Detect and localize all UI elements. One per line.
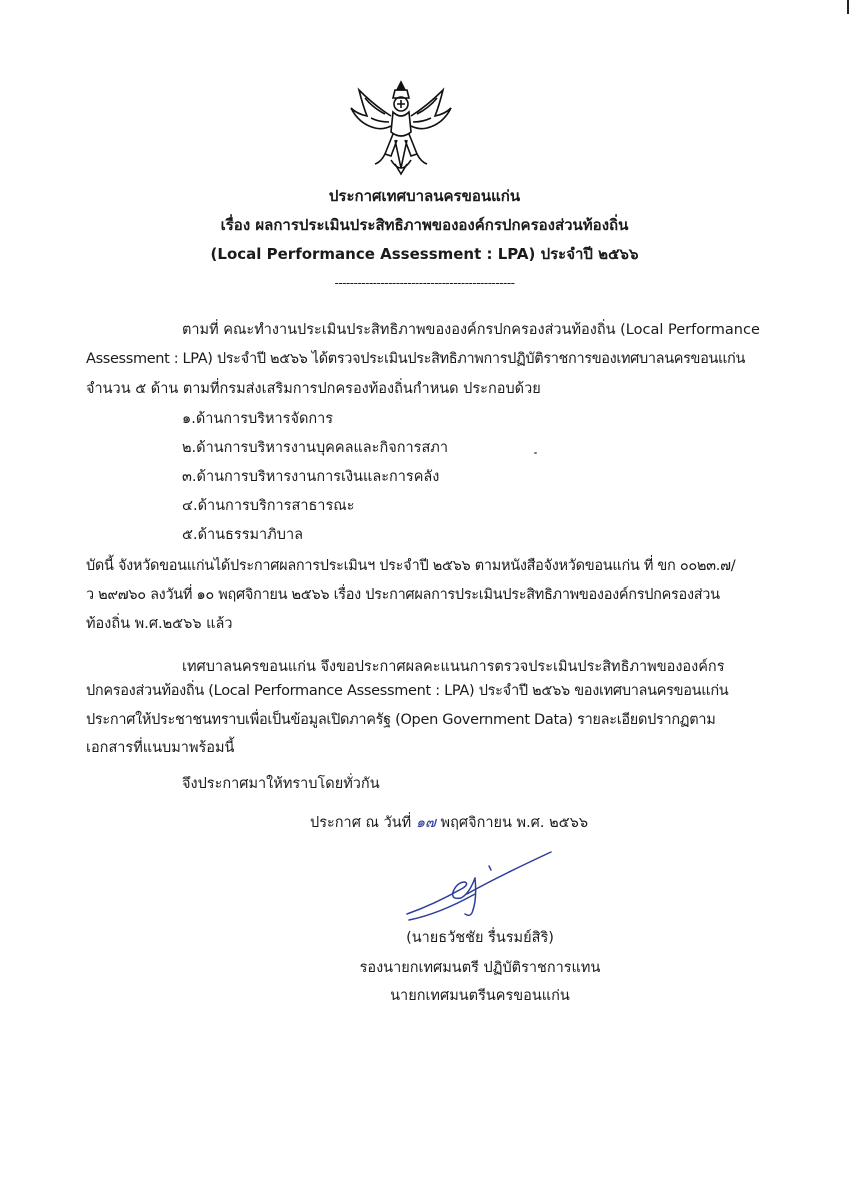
paragraph-3-line-4: เอกสารที่แนบมาพร้อมนี้ [86, 740, 235, 756]
paragraph-1-line-1: ตามที่ คณะทำงานประเมินประสิทธิภาพขององค์กรปกครองส่วนท้องถิ่น (Local Performance [182, 322, 760, 338]
header-divider: ----------------------------------------------- [334, 276, 515, 290]
closing-statement: จึงประกาศมาให้ทราบโดยทั่วกัน [182, 776, 380, 792]
paragraph-3-line-3: ประกาศให้ประชาชนทราบเพื่อเป็นข้อมูลเปิดภาครัฐ (Open Government Data) รายละเอียดปรากฏตาม [86, 712, 716, 728]
subject-line: เรื่อง ผลการประเมินประสิทธิภาพขององค์กรปกครองส่วนท้องถิ่น [220, 216, 629, 234]
signatory-title: รองนายกเทศมนตรี ปฏิบัติราชการแทน [359, 960, 601, 976]
announcement-title: ประกาศเทศบาลนครขอนแก่น [328, 187, 521, 205]
paragraph-3-line-1: เทศบาลนครขอนแก่น จึงขอประกาศผลคะแนนการตรวจประเมินประสิทธิภาพขององค์กร [182, 659, 725, 675]
scan-speck [534, 452, 537, 454]
subject-subtitle: (Local Performance Assessment : LPA) ประจำปี ๒๕๖๖ [210, 245, 639, 263]
list-item: ๔.ด้านการบริการสาธารณะ [182, 498, 355, 514]
paragraph-2-line-2: ว ๒๙๗๖๐ ลงวันที่ ๑๐ พฤศจิกายน ๒๕๖๖ เรื่อง ประกาศผลการประเมินประสิทธิภาพขององค์กรปกครองส่วน [86, 587, 720, 603]
list-item: ๑.ด้านการบริหารจัดการ [182, 411, 334, 427]
paragraph-3-line-2: ปกครองส่วนท้องถิ่น (Local Performance Assessment : LPA) ประจำปี ๒๕๖๖ ของเทศบาลนครขอนแก่น [86, 683, 729, 699]
paragraph-1-line-2: Assessment : LPA) ประจำปี ๒๕๖๖ ได้ตรวจประเมินประสิทธิภาพการปฏิบัติราชการของเทศบาลนครขอนแก่น [86, 351, 746, 367]
list-item: ๒.ด้านการบริหารงานบุคคลและกิจการสภา [182, 440, 449, 456]
signatory-position: นายกเทศมนตรีนครขอนแก่น [390, 988, 570, 1004]
date-line [310, 813, 588, 833]
list-item: ๕.ด้านธรรมาภิบาล [182, 527, 303, 543]
date-prefix: ประกาศ ณ วันที่ [310, 815, 412, 831]
signatory-name: (นายธวัชชัย รื่นรมย์สิริ) [406, 930, 554, 946]
paragraph-2-line-1: บัดนี้ จังหวัดขอนแก่นได้ประกาศผลการประเมินฯ ประจำปี ๒๕๖๖ ตามหนังสือจังหวัดขอนแก่น ที่ ขก ๐๐๒๓.๗/ [86, 558, 736, 574]
paragraph-1-line-3: จำนวน ๕ ด้าน ตามที่กรมส่งเสริมการปกครองท้องถิ่นกำหนด ประกอบด้วย [86, 381, 541, 397]
handwritten-signature [405, 848, 555, 922]
paragraph-2-line-3: ท้องถิ่น พ.ศ.๒๕๖๖ แล้ว [86, 616, 233, 632]
list-item: ๓.ด้านการบริหารงานการเงินและการคลัง [182, 469, 440, 485]
date-suffix: พฤศจิกายน พ.ศ. ๒๕๖๖ [440, 815, 589, 831]
garuda-emblem-icon [345, 76, 457, 178]
date-day-handwritten: ๑๗ [415, 815, 436, 831]
